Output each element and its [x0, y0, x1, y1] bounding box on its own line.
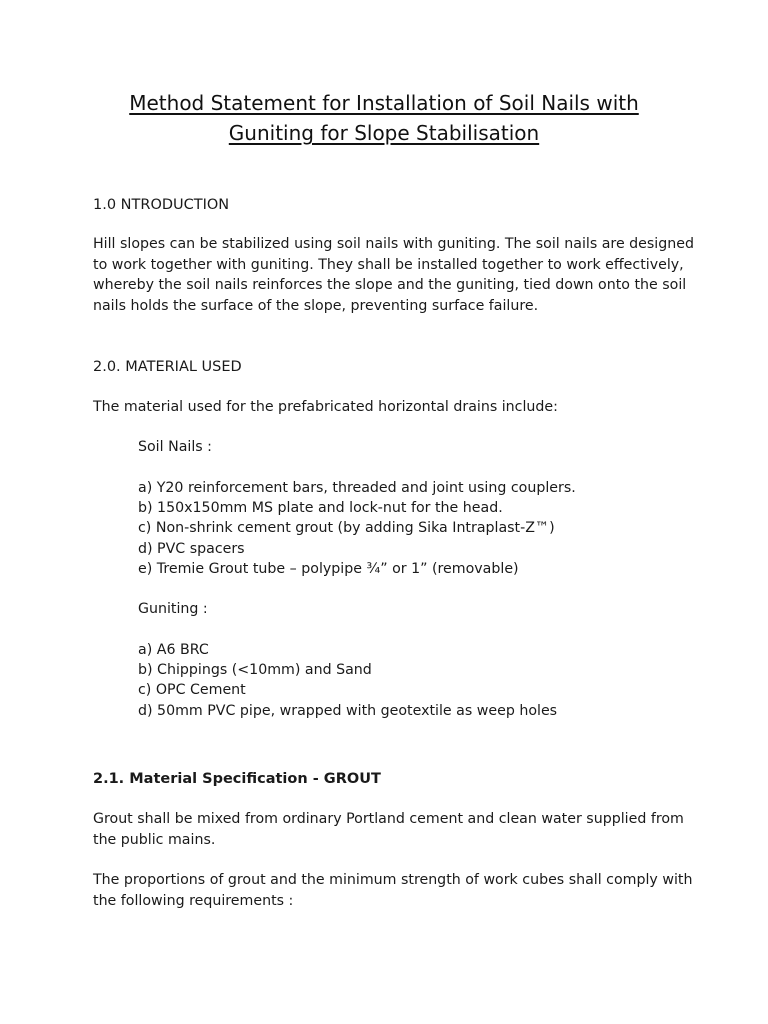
- paragraph-line: The proportions of grout and the minimum strength of work cubes shall comply with: [93, 872, 693, 888]
- section-2-1-heading: 2.1. Material Specification - GROUT: [93, 771, 381, 787]
- list-item: d) PVC spacers: [138, 540, 245, 557]
- paragraph-line: whereby the soil nails reinforces the slope and the guniting, tied down onto the soil: [93, 277, 687, 293]
- list-label: Guniting :: [138, 601, 208, 617]
- paragraph-line: Hill slopes can be stabilized using soil nails with guniting. The soil nails are designed: [93, 236, 694, 252]
- paragraph-line: The material used for the prefabricated horizontal drains include:: [93, 399, 558, 415]
- list-item: a) Y20 reinforcement bars, threaded and joint using couplers.: [138, 480, 576, 496]
- section-1-paragraph: [93, 234, 694, 316]
- document-title: [60, 88, 708, 148]
- title-line-1: Method Statement for Installation of Soil Nails with: [129, 91, 639, 115]
- paragraph-line: the public mains.: [93, 831, 216, 848]
- list-item: a) A6 BRC: [138, 642, 209, 658]
- soil-nails-list: [138, 478, 576, 579]
- guniting-list: [138, 640, 557, 721]
- section-1-heading: 1.0 NTRODUCTION: [93, 197, 230, 213]
- paragraph-line: nails holds the surface of the slope, preventing surface failure.: [93, 297, 539, 314]
- guniting-label: [138, 599, 208, 619]
- section-2-1-paragraph-2: [93, 870, 693, 911]
- list-label: Soil Nails :: [138, 439, 212, 455]
- section-2-heading: 2.0. MATERIAL USED: [93, 359, 242, 375]
- soil-nails-label: [138, 437, 212, 457]
- list-item: e) Tremie Grout tube – polypipe ¾” or 1” (removable): [138, 560, 519, 577]
- paragraph-line: Grout shall be mixed from ordinary Portland cement and clean water supplied from: [93, 811, 684, 827]
- list-item: b) Chippings (<10mm) and Sand: [138, 662, 372, 679]
- list-item: c) OPC Cement: [138, 682, 246, 699]
- paragraph-line: the following requirements :: [93, 892, 294, 909]
- list-item: d) 50mm PVC pipe, wrapped with geotextile as weep holes: [138, 702, 558, 719]
- section-2-intro: [93, 397, 677, 418]
- paragraph-line: to work together with guniting. They shall be installed together to work effectively,: [93, 256, 684, 273]
- list-item: c) Non-shrink cement grout (by adding Sika Intraplast-Z™): [138, 520, 555, 537]
- section-2-1-paragraph-1: [93, 809, 684, 850]
- title-line-2: Guniting for Slope Stabilisation: [228, 121, 540, 145]
- list-item: b) 150x150mm MS plate and lock-nut for the head.: [138, 500, 503, 517]
